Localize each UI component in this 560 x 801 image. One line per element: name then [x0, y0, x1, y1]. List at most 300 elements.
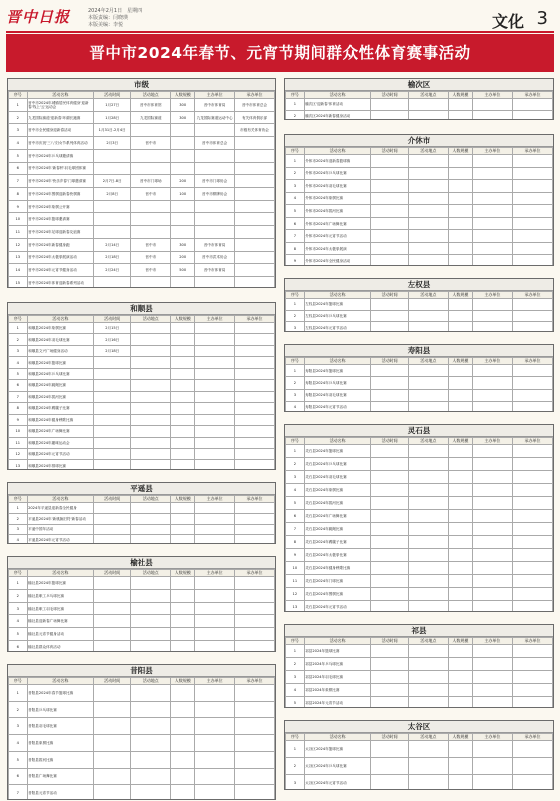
table-cell: 100 — [171, 188, 195, 201]
table-cell — [512, 536, 552, 549]
column-header: 序号 — [286, 92, 305, 99]
table-cell — [512, 741, 552, 758]
table-cell — [235, 380, 275, 391]
table-cell: 2月14日 — [94, 238, 131, 251]
table-cell — [512, 497, 552, 510]
table-cell — [472, 497, 512, 510]
table-cell — [512, 299, 552, 311]
column-header: 主办单位 — [195, 678, 235, 685]
table-cell — [131, 323, 171, 334]
table-cell: 7 — [9, 785, 28, 800]
table-cell — [195, 437, 235, 448]
table-cell — [448, 310, 472, 322]
table-cell — [195, 628, 235, 641]
table-cell — [408, 255, 448, 266]
table-cell: 介休市2024年拔河比赛 — [304, 205, 371, 218]
table-cell: 1 — [9, 577, 28, 590]
table-row — [9, 175, 275, 188]
column-header: 承办单位 — [512, 292, 552, 299]
column-header: 活动时间 — [94, 678, 131, 685]
table-cell: 9 — [286, 255, 305, 266]
table-cell: 7 — [9, 391, 28, 402]
table-cell: 1月27日 — [94, 99, 131, 112]
table-cell: 灵石县2024年跳绳比赛 — [304, 523, 371, 536]
table-cell — [371, 230, 408, 243]
table-cell — [131, 503, 171, 514]
column-header: 承办单位 — [512, 148, 552, 155]
region-table-6 — [284, 134, 554, 266]
table-cell — [512, 255, 552, 266]
table-cell — [195, 768, 235, 785]
table-row — [9, 448, 275, 459]
table-cell — [195, 701, 235, 718]
table-cell — [235, 251, 275, 264]
region-table-7 — [284, 278, 554, 332]
table-cell — [195, 785, 235, 800]
table-row — [9, 137, 275, 150]
column-header: 承办单位 — [512, 638, 552, 645]
table-cell — [472, 377, 512, 389]
table-cell: 4 — [9, 357, 28, 368]
column-header: 序号 — [9, 496, 28, 503]
column-header: 主办单位 — [472, 92, 512, 99]
table-header-row — [9, 496, 275, 503]
region-title: 灵石县 — [285, 425, 553, 437]
table-cell — [94, 277, 131, 288]
column-header: 序号 — [286, 148, 305, 155]
table-cell — [171, 226, 195, 239]
table-cell — [235, 685, 275, 702]
table-cell: 1月31日-2月4日 — [94, 124, 131, 137]
table-cell — [408, 484, 448, 497]
column-header: 主办单位 — [472, 438, 512, 445]
column-header: 活动时间 — [371, 92, 408, 99]
table-cell: 榆社县职工乒乓球比赛 — [27, 589, 94, 602]
table-cell: 灵石县2024年广场舞比赛 — [304, 510, 371, 523]
table-cell: 市级有关体育协会 — [235, 124, 275, 137]
table-cell — [408, 155, 448, 168]
table-row — [9, 615, 275, 628]
column-header: 序号 — [9, 92, 28, 99]
table-cell — [131, 735, 171, 752]
table-cell — [472, 758, 512, 775]
column-header: 活动名称 — [304, 292, 371, 299]
table-cell — [448, 99, 472, 111]
table-cell: 灵石县2024年太极拳比赛 — [304, 549, 371, 562]
column-header: 人数规模 — [448, 148, 472, 155]
table-row — [9, 345, 275, 356]
table-cell — [235, 426, 275, 437]
table-cell — [94, 200, 131, 213]
table-cell: 6 — [9, 641, 28, 652]
table-cell: 灵石县2024年象棋比赛 — [304, 484, 371, 497]
table-cell: 和顺县2024年健身秧歌比赛 — [27, 414, 94, 425]
table-cell: 祁县2024年篮球比赛 — [304, 645, 371, 658]
table-cell: 晋中市2024年'新春杯'羽毛球团体赛 — [27, 162, 94, 175]
table-cell — [448, 741, 472, 758]
table-cell: 晋中市庆祝'三八'妇女节系列体育活动 — [27, 137, 94, 150]
table-cell: 7 — [286, 523, 305, 536]
section-name: 文化 — [491, 12, 524, 31]
table-cell: 和顺县2024年跳绳比赛 — [27, 380, 94, 391]
table-row — [9, 264, 275, 277]
table-cell — [171, 137, 195, 150]
region-title: 寿阳县 — [285, 345, 553, 357]
table-cell: 祁县2024年象棋比赛 — [304, 684, 371, 697]
events-table — [285, 733, 553, 790]
table-cell — [195, 226, 235, 239]
table-cell — [371, 471, 408, 484]
table-cell — [408, 510, 448, 523]
table-row — [286, 192, 553, 205]
table-cell — [131, 124, 171, 137]
table-cell: 介休市2024年全民健身活动 — [304, 255, 371, 266]
table-row — [9, 751, 275, 768]
table-header-row — [286, 148, 553, 155]
table-row — [286, 242, 553, 255]
table-cell — [448, 471, 472, 484]
table-row — [286, 575, 553, 588]
table-cell: 2月3日 — [94, 137, 131, 150]
table-cell: 2 — [286, 310, 305, 322]
editor-credit: 本版责编：闫晓瑛 — [88, 15, 129, 21]
table-cell — [408, 523, 448, 536]
table-cell: 昔阳县广场舞比赛 — [27, 768, 94, 785]
table-cell: 2 — [9, 701, 28, 718]
table-cell: 1 — [286, 155, 305, 168]
table-cell: 9 — [286, 549, 305, 562]
table-cell: 榆社县元宵节健身活动 — [27, 628, 94, 641]
table-cell — [235, 357, 275, 368]
table-cell — [235, 226, 275, 239]
table-cell — [408, 671, 448, 684]
table-cell: 3 — [286, 180, 305, 193]
column-header: 活动时间 — [94, 570, 131, 577]
region-table-1 — [7, 302, 276, 470]
table-cell: 2月24日 — [94, 264, 131, 277]
table-cell — [512, 365, 552, 377]
table-cell — [171, 577, 195, 590]
table-cell: 和顺县2024年象棋比赛 — [27, 323, 94, 334]
table-row — [286, 365, 553, 377]
region-title: 祁县 — [285, 625, 553, 637]
table-cell: 寿阳县2024年元宵节活动 — [304, 401, 371, 412]
table-cell: 15 — [9, 277, 28, 288]
region-table-0 — [7, 78, 276, 288]
table-row — [9, 200, 275, 213]
region-title: 和顺县 — [8, 303, 275, 315]
table-cell — [94, 391, 131, 402]
column-header: 人数规模 — [448, 92, 472, 99]
table-cell — [371, 299, 408, 311]
table-cell: 1 — [286, 445, 305, 458]
table-row — [9, 226, 275, 239]
table-cell — [235, 503, 275, 514]
table-row — [286, 180, 553, 193]
column-header: 活动地点 — [131, 496, 171, 503]
table-cell — [131, 426, 171, 437]
column-header: 活动名称 — [304, 358, 371, 365]
events-table — [285, 437, 553, 612]
table-cell: 2 — [9, 334, 28, 345]
table-cell — [448, 401, 472, 412]
table-cell — [235, 175, 275, 188]
column-header: 承办单位 — [235, 92, 275, 99]
table-cell — [512, 458, 552, 471]
column-header: 活动时间 — [371, 292, 408, 299]
table-cell — [448, 110, 472, 120]
table-cell — [472, 242, 512, 255]
table-cell — [195, 323, 235, 334]
table-row — [9, 277, 275, 288]
table-cell — [371, 510, 408, 523]
table-cell — [195, 448, 235, 459]
table-cell — [171, 149, 195, 162]
region-table-5 — [284, 78, 554, 120]
table-cell — [195, 513, 235, 524]
column-header: 人数规模 — [171, 570, 195, 577]
issue-date: 2024年2月1日 星期四 — [88, 8, 143, 14]
table-cell — [448, 205, 472, 218]
table-cell: 灵石县2024年围棋比赛 — [304, 588, 371, 601]
table-cell: 11 — [9, 437, 28, 448]
column-header: 活动地点 — [408, 734, 448, 741]
table-cell: 灵石县2024年篮球比赛 — [304, 445, 371, 458]
table-cell — [94, 403, 131, 414]
table-cell — [371, 458, 408, 471]
table-cell — [235, 345, 275, 356]
table-row — [286, 645, 553, 658]
table-cell — [171, 426, 195, 437]
table-cell — [472, 697, 512, 709]
table-cell: 和顺县2024年篮球比赛 — [27, 357, 94, 368]
table-cell — [371, 322, 408, 332]
table-cell: 14 — [9, 264, 28, 277]
table-cell: 左权县2024年乒乓球比赛 — [304, 310, 371, 322]
table-cell — [512, 389, 552, 401]
table-cell: 灵石县2024年踢毽子比赛 — [304, 536, 371, 549]
table-cell — [195, 345, 235, 356]
table-cell — [512, 471, 552, 484]
table-cell — [235, 368, 275, 379]
table-cell: 1 — [9, 685, 28, 702]
table-row — [9, 368, 275, 379]
table-cell: 2月15日 — [94, 323, 131, 334]
table-cell: 晋中市2024年城镇居民体育健身'迎新春'线上'云'运动会 — [27, 99, 94, 112]
table-cell: 晋中市体育总会 — [195, 137, 235, 150]
table-cell — [94, 437, 131, 448]
table-cell — [131, 615, 171, 628]
table-cell — [94, 628, 131, 641]
table-cell — [512, 322, 552, 332]
events-table — [285, 147, 553, 266]
table-cell — [195, 277, 235, 288]
table-cell — [512, 684, 552, 697]
table-cell — [171, 391, 195, 402]
table-cell: 2 — [9, 513, 28, 524]
table-cell: 9 — [9, 414, 28, 425]
table-row — [286, 389, 553, 401]
table-cell — [131, 437, 171, 448]
table-cell — [472, 205, 512, 218]
table-cell: 晋中市体育局 — [195, 264, 235, 277]
table-cell — [235, 460, 275, 470]
table-cell: 晋中市2024年象棋公开赛 — [27, 200, 94, 213]
table-row — [286, 741, 553, 758]
table-cell: 榆社县职工羽毛球比赛 — [27, 602, 94, 615]
table-cell: 灵石县2024年羽毛球比赛 — [304, 471, 371, 484]
table-row — [9, 602, 275, 615]
table-cell: 晋中市体育局 — [195, 238, 235, 251]
column-header: 活动时间 — [371, 438, 408, 445]
table-cell — [131, 785, 171, 800]
table-cell — [235, 334, 275, 345]
table-cell — [408, 230, 448, 243]
table-cell — [195, 149, 235, 162]
table-cell: 榆次区'迎新春'体育活动 — [304, 99, 371, 111]
table-cell: 榆次区2024年新春健身活动 — [304, 110, 371, 120]
table-cell: 左权县2024年篮球比赛 — [304, 299, 371, 311]
table-cell: 4 — [286, 484, 305, 497]
table-cell — [512, 310, 552, 322]
column-header: 主办单位 — [195, 496, 235, 503]
table-cell — [171, 513, 195, 524]
table-cell — [371, 575, 408, 588]
table-cell — [94, 602, 131, 615]
table-cell — [408, 588, 448, 601]
events-table — [285, 637, 553, 708]
table-cell — [235, 535, 275, 544]
table-row — [9, 577, 275, 590]
table-cell — [371, 445, 408, 458]
table-cell: 太谷区2024年篮球比赛 — [304, 741, 371, 758]
region-title: 介休市 — [285, 135, 553, 147]
column-header: 活动名称 — [27, 316, 94, 323]
table-cell — [171, 589, 195, 602]
table-cell — [371, 167, 408, 180]
table-cell — [195, 124, 235, 137]
table-cell — [371, 484, 408, 497]
table-cell — [131, 641, 171, 652]
table-cell — [195, 524, 235, 535]
table-cell — [235, 437, 275, 448]
table-cell — [371, 377, 408, 389]
table-cell — [448, 549, 472, 562]
table-cell: 8 — [286, 536, 305, 549]
table-header-row — [9, 316, 275, 323]
table-cell — [512, 230, 552, 243]
table-cell — [408, 365, 448, 377]
table-cell — [448, 497, 472, 510]
table-row — [286, 299, 553, 311]
table-cell — [94, 226, 131, 239]
table-header-row — [286, 734, 553, 741]
table-cell: 和顺县2024年乒乓球比赛 — [27, 368, 94, 379]
column-header: 活动名称 — [304, 734, 371, 741]
table-row — [286, 445, 553, 458]
table-cell: 2 — [9, 111, 28, 124]
table-cell: 和顺县文兴广场健身活动 — [27, 345, 94, 356]
events-table — [8, 677, 275, 800]
table-row — [286, 775, 553, 791]
table-cell — [171, 535, 195, 544]
column-header: 人数规模 — [171, 316, 195, 323]
region-table-9 — [284, 424, 554, 612]
table-cell — [94, 685, 131, 702]
table-cell — [408, 322, 448, 332]
table-cell — [371, 180, 408, 193]
table-cell — [512, 445, 552, 458]
table-cell — [512, 217, 552, 230]
table-cell: 祁县2024年羽毛球比赛 — [304, 671, 371, 684]
table-cell: 1 — [286, 99, 305, 111]
table-cell — [235, 751, 275, 768]
table-row — [286, 588, 553, 601]
table-row — [9, 718, 275, 735]
table-cell — [472, 255, 512, 266]
table-row — [286, 549, 553, 562]
table-cell: 榆社县迎新春广场舞比赛 — [27, 615, 94, 628]
table-cell: 祁县2024年元宵节活动 — [304, 697, 371, 709]
table-cell — [371, 684, 408, 697]
table-cell — [371, 536, 408, 549]
table-row — [286, 99, 553, 111]
table-row — [9, 628, 275, 641]
column-header: 主办单位 — [195, 570, 235, 577]
table-cell — [131, 277, 171, 288]
events-table — [8, 315, 275, 470]
table-cell: 晋中市全民健身迎新春活动 — [27, 124, 94, 137]
table-row — [9, 238, 275, 251]
table-cell — [512, 562, 552, 575]
column-header: 活动地点 — [408, 92, 448, 99]
table-cell — [131, 213, 171, 226]
table-cell — [94, 380, 131, 391]
table-cell — [171, 768, 195, 785]
table-row — [286, 110, 553, 120]
table-cell — [448, 601, 472, 613]
table-cell: 榆社县群众体育活动 — [27, 641, 94, 652]
table-cell: 4 — [9, 137, 28, 150]
table-cell — [408, 575, 448, 588]
table-cell — [448, 684, 472, 697]
table-cell: 介休市2024年广场舞比赛 — [304, 217, 371, 230]
table-cell: 3 — [286, 389, 305, 401]
table-cell — [408, 775, 448, 791]
table-cell: 晋中市体育局 — [195, 99, 235, 112]
table-cell — [235, 277, 275, 288]
table-cell: 晋中市 — [131, 137, 171, 150]
table-cell: 3 — [9, 718, 28, 735]
table-cell: 1 — [286, 741, 305, 758]
table-cell: 介休市2024年太极拳展演 — [304, 242, 371, 255]
table-row — [286, 497, 553, 510]
table-cell — [472, 192, 512, 205]
column-header: 承办单位 — [235, 570, 275, 577]
table-cell — [235, 701, 275, 718]
table-cell — [371, 588, 408, 601]
table-row — [286, 471, 553, 484]
table-row — [286, 536, 553, 549]
table-cell — [195, 589, 235, 602]
table-cell — [235, 403, 275, 414]
table-row — [9, 426, 275, 437]
table-cell — [371, 562, 408, 575]
table-cell: 3 — [9, 524, 28, 535]
table-cell — [472, 445, 512, 458]
events-table — [285, 357, 553, 412]
table-cell — [94, 414, 131, 425]
